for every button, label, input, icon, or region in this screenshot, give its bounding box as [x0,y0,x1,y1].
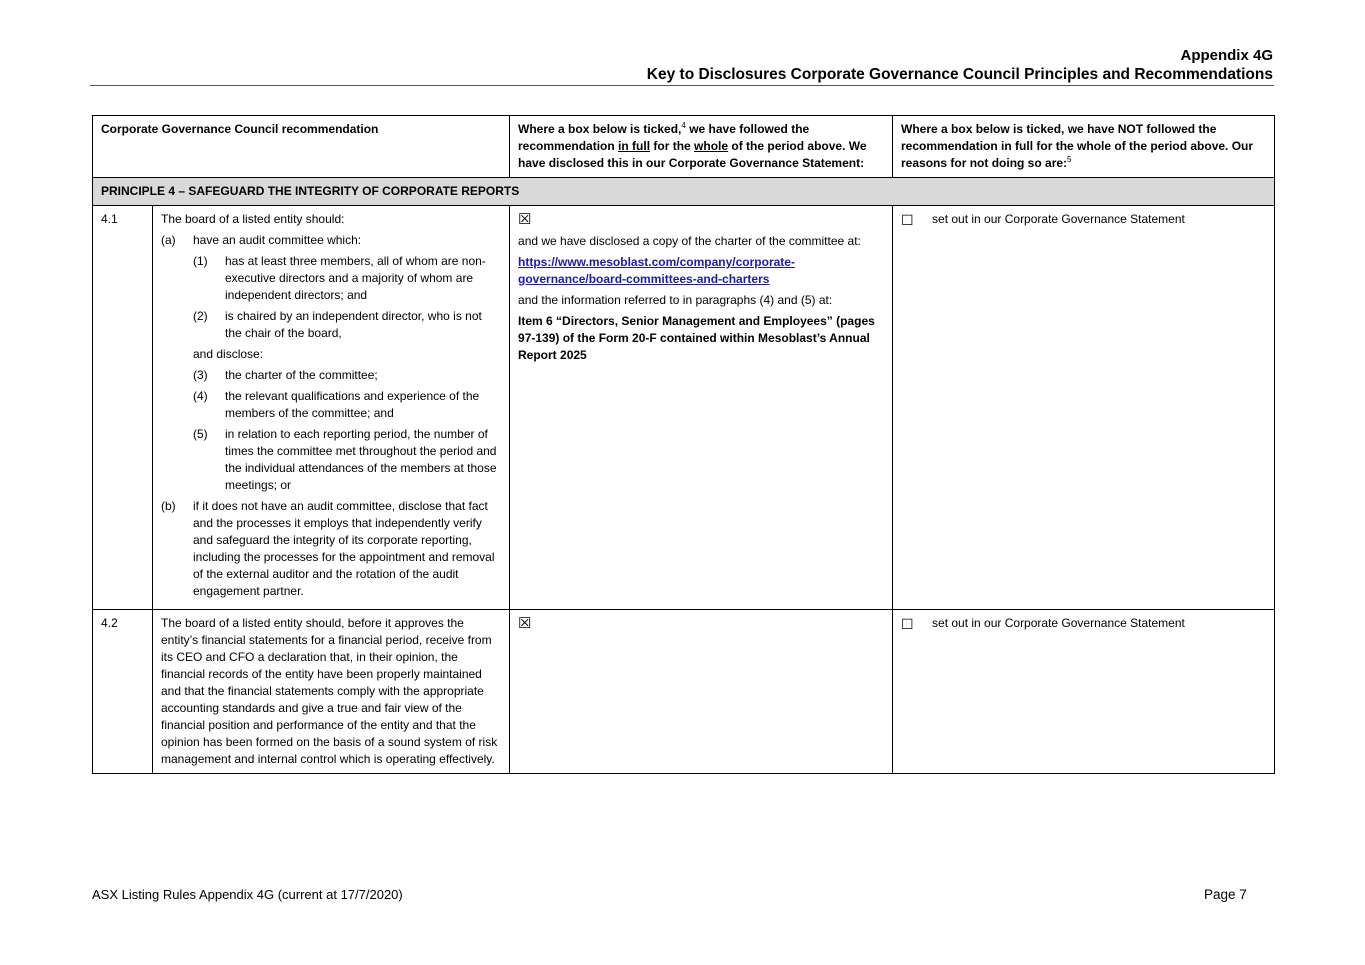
followed-cell [510,206,893,610]
checked-checkbox-icon[interactable]: ☒ [518,615,532,632]
rec-text [153,206,510,610]
followed-text-3: Item 6 “Directors, Senior Management and Employees” (pages 97-139) of the Form 20-F contained within Mesoblast’s Annual Report 2025 [518,314,875,362]
rec-intro: The board of a listed entity should: [161,212,345,226]
principle-row [93,178,1275,206]
header-subtitle: Key to Disclosures Corporate Governance Council Principles and Recommendations [646,66,1273,83]
header-title: Appendix 4G [1180,47,1273,64]
item-label: (b) [161,499,176,513]
followed-text-1: and we have disclosed a copy of the charter of the committee at: [518,234,861,248]
item-label: (1) [193,254,208,268]
rec-text: The board of a listed entity should, before it approves the entity’s financial statements for a financial period, receive from its CEO and CFO a declaration that, in their opinion, the financial records of the entity have been properly maintained and that the financial statements comply with the appropriate accounting standards and give a true and fair view of the financial position and performance of the entity and that the opinion has been formed on the basis of a sound system of risk management and internal control which is operating effectively. [153,610,510,774]
col-header-followed [510,116,893,178]
recommendation-row-4-2 [93,610,1275,774]
col2-text-4: of the period above. We have disclosed this in our Corporate Governance Statement: [518,139,867,170]
footnote-ref-4: 4 [681,121,686,130]
unchecked-checkbox-icon[interactable]: ☐ [901,212,914,228]
governance-table [92,115,1275,774]
item-text: if it does not have an audit committee, disclose that fact and the processes it employs that independently verify and safeguard the integrity of its corporate reporting, including the processes for the appointment and removal of the external auditor and the rotation of the audit engagement partner. [193,499,495,598]
col-header-not-followed [893,116,1275,178]
not-followed-text: set out in our Corporate Governance Statement [932,616,1185,630]
item-label: (2) [193,309,208,323]
followed-text-2: and the information referred to in paragraphs (4) and (5) at: [518,293,833,307]
footer-source: ASX Listing Rules Appendix 4G (current at 17/7/2020) [92,887,403,902]
col2-text-2: we have followed the recommendation [518,122,810,153]
not-followed-cell [893,206,1275,610]
not-followed-text: set out in our Corporate Governance Statement [932,212,1185,226]
col3-text: Where a box below is ticked, we have NOT followed the recommendation in full for the whole of the period above. Our reasons for not doing so are: [901,122,1254,170]
list-item [193,388,501,422]
and-disclose: and disclose: [193,347,264,361]
list-item [161,498,501,600]
col2-underline-in-full: in full [618,139,651,153]
list-item [193,426,501,494]
list-item [193,308,501,342]
header-rule [90,85,1274,86]
rec-number: 4.2 [93,610,153,774]
followed-cell [510,610,893,774]
item-text: in relation to each reporting period, the number of times the committee met throughout the period and the individual attendances of the members at those meetings; or [225,427,497,492]
footnote-ref-5: 5 [1067,155,1072,164]
page-header [647,47,1273,84]
charter-link[interactable]: https://www.mesoblast.com/company/corporate-governance/board-committees-and-charters [518,255,795,286]
rec-number: 4.1 [93,206,153,610]
item-label: (4) [193,389,208,403]
item-text: is chaired by an independent director, who is not the chair of the board, [225,309,482,340]
page-number: Page 7 [1204,887,1247,902]
col2-text-1: Where a box below is ticked, [518,122,682,136]
col-header-recommendation: Corporate Governance Council recommendation [93,116,510,178]
checked-checkbox-icon[interactable]: ☒ [518,211,532,228]
item-text: the relevant qualifications and experience of the members of the committee; and [225,389,480,420]
item-text: the charter of the committee; [225,368,378,382]
unchecked-checkbox-icon[interactable]: ☐ [901,616,914,632]
list-item [193,367,501,384]
item-label: (5) [193,427,208,441]
item-text: have an audit committee which: [193,233,362,247]
col2-underline-whole: whole [694,139,729,153]
column-header-row [93,116,1275,178]
not-followed-cell [893,610,1275,774]
list-item [161,232,501,249]
recommendation-row-4-1 [93,206,1275,610]
list-item [193,253,501,304]
principle-title: PRINCIPLE 4 – SAFEGUARD THE INTEGRITY OF CORPORATE REPORTS [93,178,1275,206]
item-text: has at least three members, all of whom are non-executive directors and a majority of whom are independent directors; and [225,254,486,302]
col2-text-3: for the [650,139,695,153]
item-label: (3) [193,368,208,382]
item-label: (a) [161,233,176,247]
